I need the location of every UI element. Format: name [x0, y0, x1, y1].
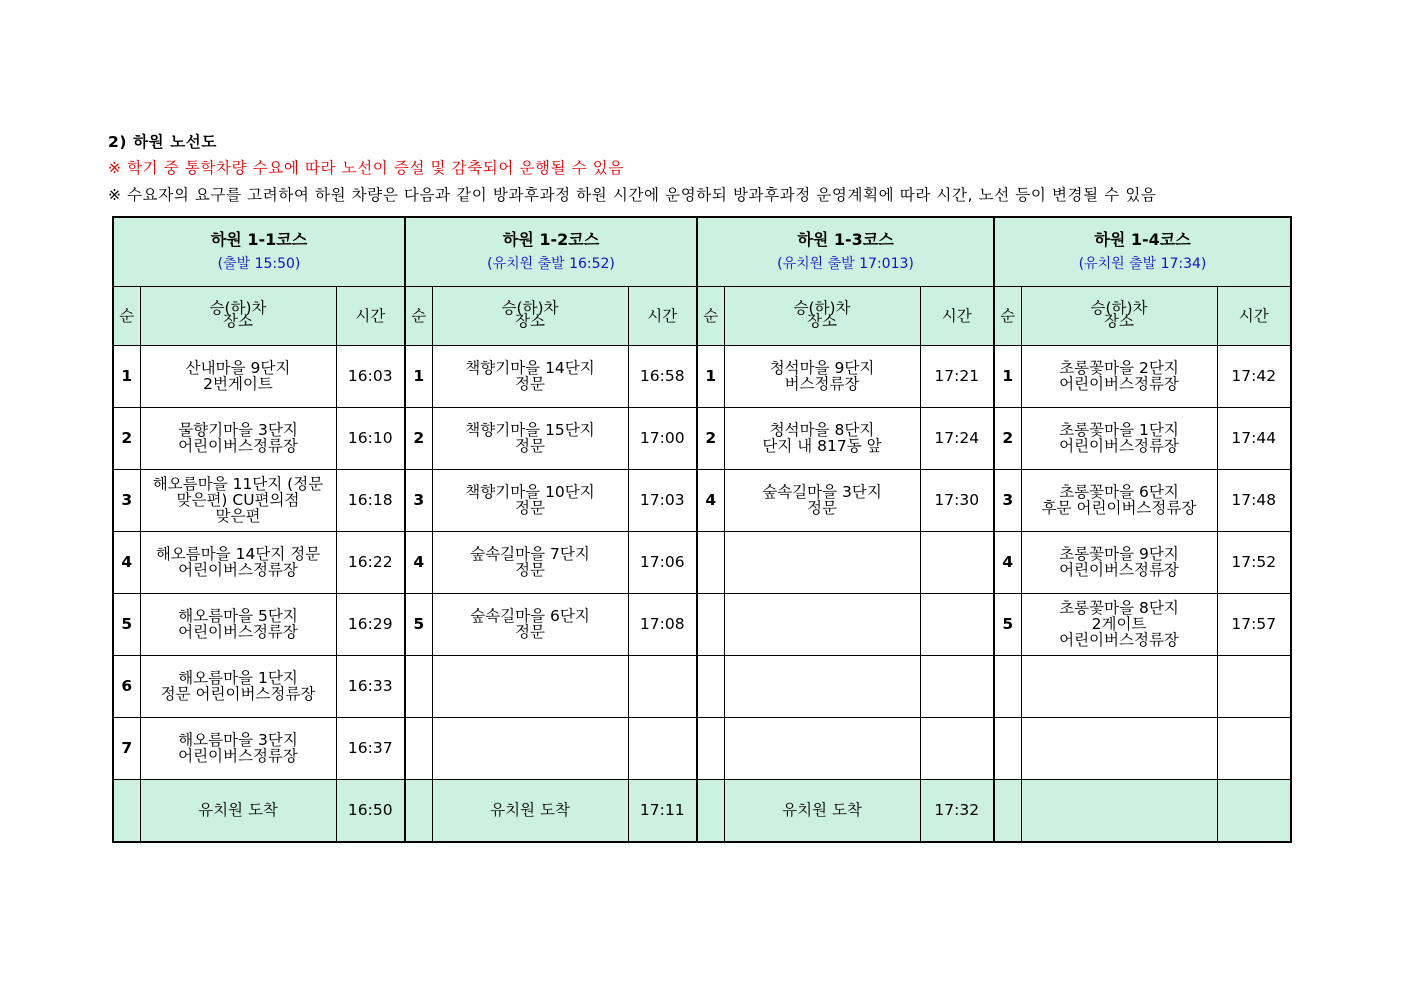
course-header-row [113, 217, 1291, 286]
column-header-no: 순 [113, 286, 140, 345]
stop-place [724, 531, 920, 593]
stop-place: 책향기마을 15단지 정문 [432, 407, 628, 469]
stop-number: 2 [697, 407, 724, 469]
stop-number: 1 [697, 345, 724, 407]
course-title: 하원 1-1코스 [210, 229, 308, 249]
arrival-no [113, 779, 140, 842]
stop-time: 17:03 [628, 469, 697, 531]
stop-time: 16:37 [336, 717, 405, 779]
stop-place: 책향기마을 14단지 정문 [432, 345, 628, 407]
column-header-place-label: 승(하)차 장소 [1090, 299, 1148, 330]
stop-time: 17:06 [628, 531, 697, 593]
stop-time [628, 717, 697, 779]
stop-place: 해오름마을 1단지 정문 어린이버스정류장 [140, 655, 336, 717]
stop-time: 17:57 [1217, 593, 1291, 655]
stop-number: 1 [113, 345, 140, 407]
stop-number: 2 [405, 407, 432, 469]
course-departure: (유치원 출발 16:52) [487, 255, 615, 272]
stop-time: 16:10 [336, 407, 405, 469]
arrival-time: 16:50 [336, 779, 405, 842]
column-header-place [1021, 286, 1217, 345]
stop-number: 1 [405, 345, 432, 407]
column-header-row [113, 286, 1291, 345]
arrival-time: 17:32 [920, 779, 994, 842]
course-departure: (유치원 출발 17:013) [777, 255, 914, 272]
stop-time: 17:44 [1217, 407, 1291, 469]
course-header [405, 217, 697, 286]
column-header-time: 시간 [336, 286, 405, 345]
stop-time: 17:42 [1217, 345, 1291, 407]
column-header-place [432, 286, 628, 345]
arrival-place: 유치원 도착 [724, 779, 920, 842]
stop-time: 17:30 [920, 469, 994, 531]
stop-time: 16:58 [628, 345, 697, 407]
arrival-no [994, 779, 1021, 842]
table-row [113, 531, 1291, 593]
stop-place: 초롱꽃마을 6단지 후문 어린이버스정류장 [1021, 469, 1217, 531]
course-title: 하원 1-2코스 [502, 229, 600, 249]
stop-number: 3 [113, 469, 140, 531]
stop-number: 2 [994, 407, 1021, 469]
stop-time: 17:48 [1217, 469, 1291, 531]
column-header-time: 시간 [1217, 286, 1291, 345]
stop-place: 숲속길마을 7단지 정문 [432, 531, 628, 593]
course-header [697, 217, 994, 286]
column-header-place-label: 승(하)차 장소 [209, 299, 267, 330]
column-header-time: 시간 [628, 286, 697, 345]
stop-place: 청석마을 9단지 버스정류장 [724, 345, 920, 407]
stop-time: 17:00 [628, 407, 697, 469]
column-header-no: 순 [405, 286, 432, 345]
route-table [112, 216, 1292, 843]
stop-time [1217, 717, 1291, 779]
table-row [113, 469, 1291, 531]
course-departure: (유치원 출발 17:34) [1078, 255, 1207, 272]
stop-place: 해오름마을 3단지 어린이버스정류장 [140, 717, 336, 779]
stop-number: 3 [994, 469, 1021, 531]
stop-time [628, 655, 697, 717]
stop-number: 4 [697, 469, 724, 531]
stop-time: 16:29 [336, 593, 405, 655]
stop-place: 책향기마을 10단지 정문 [432, 469, 628, 531]
stop-place: 산내마을 9단지 2번게이트 [140, 345, 336, 407]
arrival-place: 유치원 도착 [140, 779, 336, 842]
stop-time: 16:33 [336, 655, 405, 717]
section-title: 2) 하원 노선도 [108, 133, 217, 151]
stop-time [920, 531, 994, 593]
stop-time: 17:24 [920, 407, 994, 469]
stop-place: 초롱꽃마을 9단지 어린이버스정류장 [1021, 531, 1217, 593]
stop-time [920, 593, 994, 655]
stop-time: 16:22 [336, 531, 405, 593]
stop-place: 해오름마을 5단지 어린이버스정류장 [140, 593, 336, 655]
course-title: 하원 1-4코스 [1094, 229, 1191, 249]
stop-time: 17:08 [628, 593, 697, 655]
stop-number: 5 [994, 593, 1021, 655]
column-header-place-label: 승(하)차 장소 [501, 299, 559, 330]
stop-number [697, 655, 724, 717]
stop-place: 해오름마을 14단지 정문 어린이버스정류장 [140, 531, 336, 593]
course-header [113, 217, 405, 286]
column-header-place [724, 286, 920, 345]
stop-number: 5 [113, 593, 140, 655]
stop-time: 16:03 [336, 345, 405, 407]
arrival-no [697, 779, 724, 842]
stop-place [1021, 655, 1217, 717]
table-row [113, 593, 1291, 655]
stop-time: 17:21 [920, 345, 994, 407]
stop-number [994, 655, 1021, 717]
arrival-time: 17:11 [628, 779, 697, 842]
stop-place: 초롱꽃마을 2단지 어린이버스정류장 [1021, 345, 1217, 407]
stop-place: 숲속길마을 3단지 정문 [724, 469, 920, 531]
column-header-no: 순 [994, 286, 1021, 345]
table-row [113, 717, 1291, 779]
column-header-time: 시간 [920, 286, 994, 345]
course-departure: (출발 15:50) [217, 255, 301, 272]
stop-place: 초롱꽃마을 1단지 어린이버스정류장 [1021, 407, 1217, 469]
stop-place [432, 655, 628, 717]
stop-number [994, 717, 1021, 779]
stop-time [920, 655, 994, 717]
arrival-time [1217, 779, 1291, 842]
stop-number [697, 717, 724, 779]
stop-number: 4 [405, 531, 432, 593]
stop-time: 16:18 [336, 469, 405, 531]
stop-number: 5 [405, 593, 432, 655]
column-header-place-label: 승(하)차 장소 [793, 299, 851, 330]
stop-number: 4 [994, 531, 1021, 593]
stop-place: 초롱꽃마을 8단지 2게이트 어린이버스정류장 [1021, 593, 1217, 655]
column-header-no: 순 [697, 286, 724, 345]
arrival-row [113, 779, 1291, 842]
stop-time [920, 717, 994, 779]
stop-place: 해오름마을 11단지 (정문 맞은편) CU편의점 맞은편 [140, 469, 336, 531]
stop-number: 7 [113, 717, 140, 779]
stop-number: 6 [113, 655, 140, 717]
stop-place [724, 593, 920, 655]
stop-time: 17:52 [1217, 531, 1291, 593]
table-row [113, 655, 1291, 717]
arrival-no [405, 779, 432, 842]
course-title: 하원 1-3코스 [797, 229, 894, 249]
notice-red: ※ 학기 중 통학차량 수요에 따라 노선이 증설 및 감축되어 운행될 수 있음 [108, 159, 624, 177]
stop-number [697, 531, 724, 593]
stop-place [432, 717, 628, 779]
stop-number: 1 [994, 345, 1021, 407]
notice: ※ 수요자의 요구를 고려하여 하원 차량은 다음과 같이 방과후과정 하원 시간에 운영하되 방과후과정 운영계획에 따라 시간, 노선 등이 변경될 수 있음 [108, 186, 1157, 204]
stop-number: 2 [113, 407, 140, 469]
stop-time [1217, 655, 1291, 717]
table-row [113, 345, 1291, 407]
stop-number [405, 655, 432, 717]
stop-number [405, 717, 432, 779]
stop-place: 물향기마을 3단지 어린이버스정류장 [140, 407, 336, 469]
stop-number [697, 593, 724, 655]
arrival-place [1021, 779, 1217, 842]
column-header-place [140, 286, 336, 345]
stop-place [1021, 717, 1217, 779]
arrival-place: 유치원 도착 [432, 779, 628, 842]
stop-place [724, 717, 920, 779]
stop-place [724, 655, 920, 717]
stop-number: 4 [113, 531, 140, 593]
table-row [113, 407, 1291, 469]
stop-place: 청석마을 8단지 단지 내 817동 앞 [724, 407, 920, 469]
stop-place: 숲속길마을 6단지 정문 [432, 593, 628, 655]
course-header [994, 217, 1291, 286]
stop-number: 3 [405, 469, 432, 531]
